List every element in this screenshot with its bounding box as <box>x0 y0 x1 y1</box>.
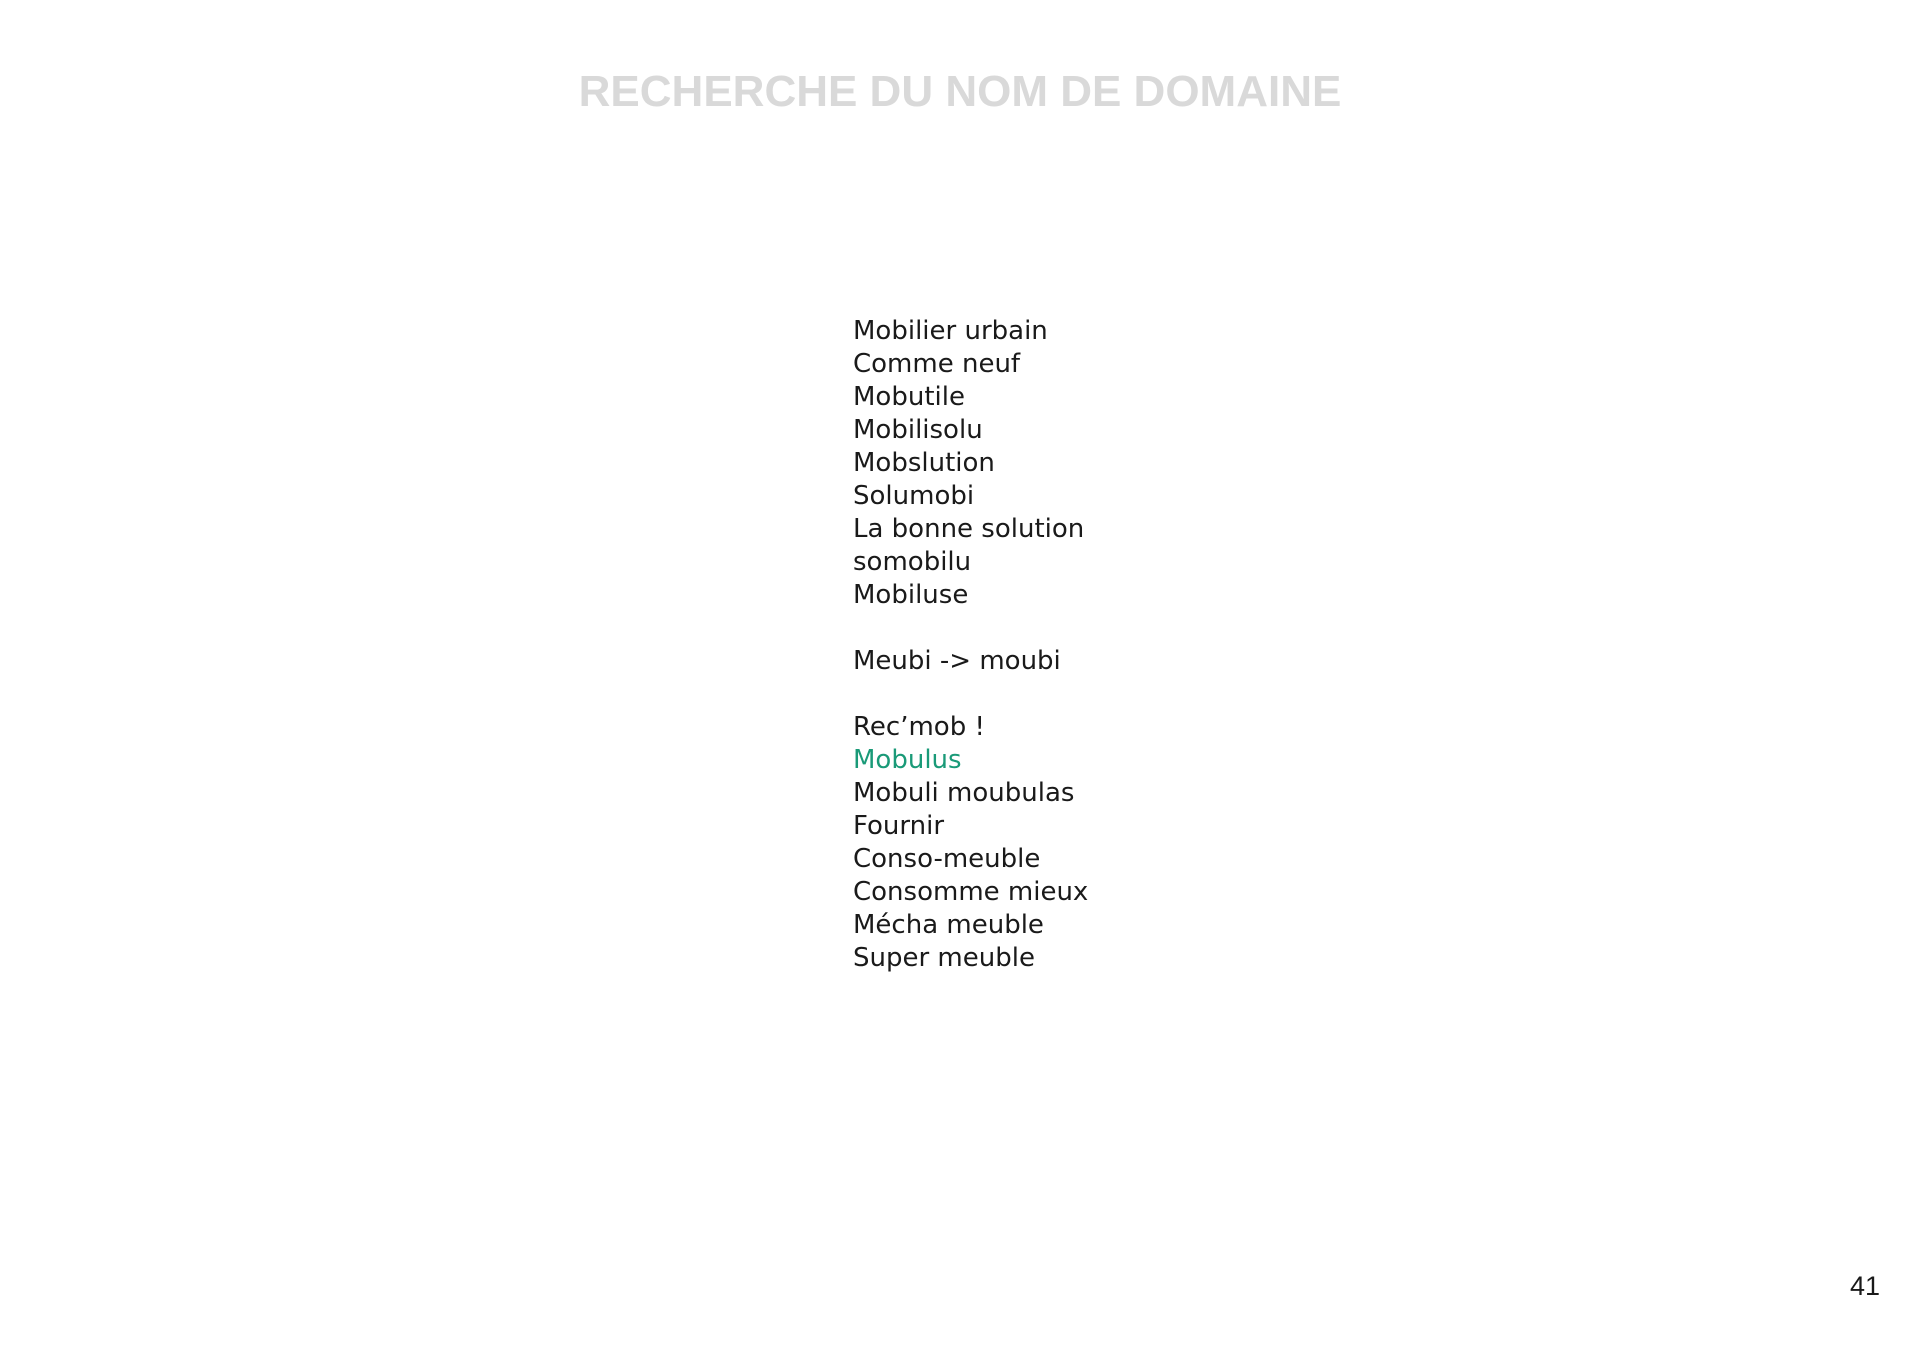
list-item: Fournir <box>853 811 945 841</box>
list-item-highlighted: Mobulus <box>853 745 962 775</box>
domain-name-list <box>853 315 1088 975</box>
list-item: Conso-meuble <box>853 844 1041 874</box>
list-item: Mobilier urbain <box>853 316 1048 346</box>
list-item: Rec’mob ! <box>853 712 985 742</box>
list-item: Mobilisolu <box>853 415 983 445</box>
list-item: Mobutile <box>853 382 965 412</box>
list-item: Comme neuf <box>853 349 1021 379</box>
list-item: Mécha meuble <box>853 910 1044 940</box>
page-title: RECHERCHE DU NOM DE DOMAINE <box>578 67 1342 116</box>
list-item: somobilu <box>853 547 972 577</box>
list-item: Mobslution <box>853 448 995 478</box>
list-item: La bonne solution <box>853 514 1085 544</box>
list-item: Meubi -> moubi <box>853 646 1061 676</box>
list-spacer <box>853 612 1088 645</box>
list-item: Solumobi <box>853 481 975 511</box>
list-spacer <box>853 678 1088 711</box>
list-item: Super meuble <box>853 943 1035 973</box>
page-number: 41 <box>1849 1271 1880 1301</box>
list-item: Mobuli moubulas <box>853 778 1075 808</box>
list-item: Mobiluse <box>853 580 969 610</box>
list-item: Consomme mieux <box>853 877 1089 907</box>
